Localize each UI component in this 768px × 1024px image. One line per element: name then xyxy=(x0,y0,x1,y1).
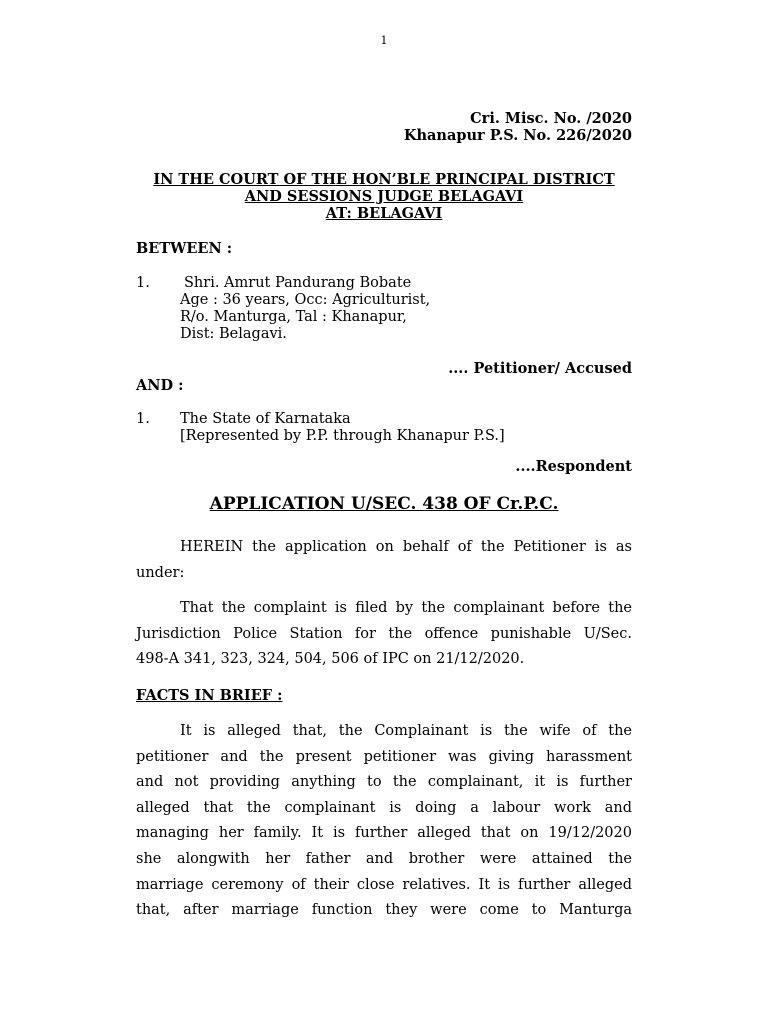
facts-line: alleged that the complainant is doing a labour work and xyxy=(136,799,632,816)
intro-line: under: xyxy=(136,564,185,581)
facts-line: It is alleged that, the Complainant is the wife of the xyxy=(180,723,632,739)
between-label: BETWEEN : xyxy=(136,240,233,257)
petitioner-number: 1. xyxy=(136,275,150,291)
and-label: AND : xyxy=(136,377,184,394)
respondent-name: The State of Karnataka xyxy=(180,411,351,427)
complaint-paragraph xyxy=(136,596,632,673)
police-station-number: Khanapur P.S. No. 226/2020 xyxy=(403,127,632,144)
facts-paragraph xyxy=(136,719,632,924)
page-number: 1 xyxy=(380,34,388,47)
respondent-represented: [Represented by P.P. through Khanapur P.S.] xyxy=(180,428,505,444)
intro-line: HEREIN the application on behalf of the Petitioner is as xyxy=(180,539,632,555)
application-title: APPLICATION U/SEC. 438 OF Cr.P.C. xyxy=(209,494,559,514)
facts-line: she alongwith her father and brother were attained the xyxy=(136,850,632,867)
facts-heading: FACTS IN BRIEF : xyxy=(136,687,283,704)
facts-line: managing her family. It is further alleged that on 19/12/2020 xyxy=(136,825,632,842)
petitioner-age-occupation: Age : 36 years, Occ: Agriculturist, xyxy=(180,292,431,308)
facts-line: and not providing anything to the complainant, it is further xyxy=(136,774,632,791)
respondent-role: ....Respondent xyxy=(515,458,632,475)
facts-line: marriage ceremony of their close relatives. It is further alleged xyxy=(136,876,632,893)
court-name-line-2: AND SESSIONS JUDGE BELAGAVI xyxy=(244,188,524,205)
facts-line: petitioner and the present petitioner was giving harassment xyxy=(136,748,632,765)
respondent-number: 1. xyxy=(136,411,150,427)
petitioner-district: Dist: Belagavi. xyxy=(180,326,287,342)
case-number: Cri. Misc. No. /2020 xyxy=(470,110,632,127)
court-name-line-1: IN THE COURT OF THE HON’BLE PRINCIPAL DISTRICT xyxy=(153,171,615,188)
complaint-line: Jurisdiction Police Station for the offence punishable U/Sec. xyxy=(136,625,632,642)
complaint-line: 498-A 341, 323, 324, 504, 506 of IPC on 21/12/2020. xyxy=(136,651,525,668)
complaint-line: That the complaint is filed by the complainant before the xyxy=(180,600,632,616)
facts-line: that, after marriage function they were come to Manturga xyxy=(136,902,632,919)
petitioner-name: Shri. Amrut Pandurang Bobate xyxy=(184,275,412,291)
petitioner-residence: R/o. Manturga, Tal : Khanapur, xyxy=(180,309,407,325)
intro-paragraph xyxy=(136,535,632,586)
court-name-line-3: AT: BELAGAVI xyxy=(325,205,443,222)
petitioner-role: .... Petitioner/ Accused xyxy=(448,360,632,377)
